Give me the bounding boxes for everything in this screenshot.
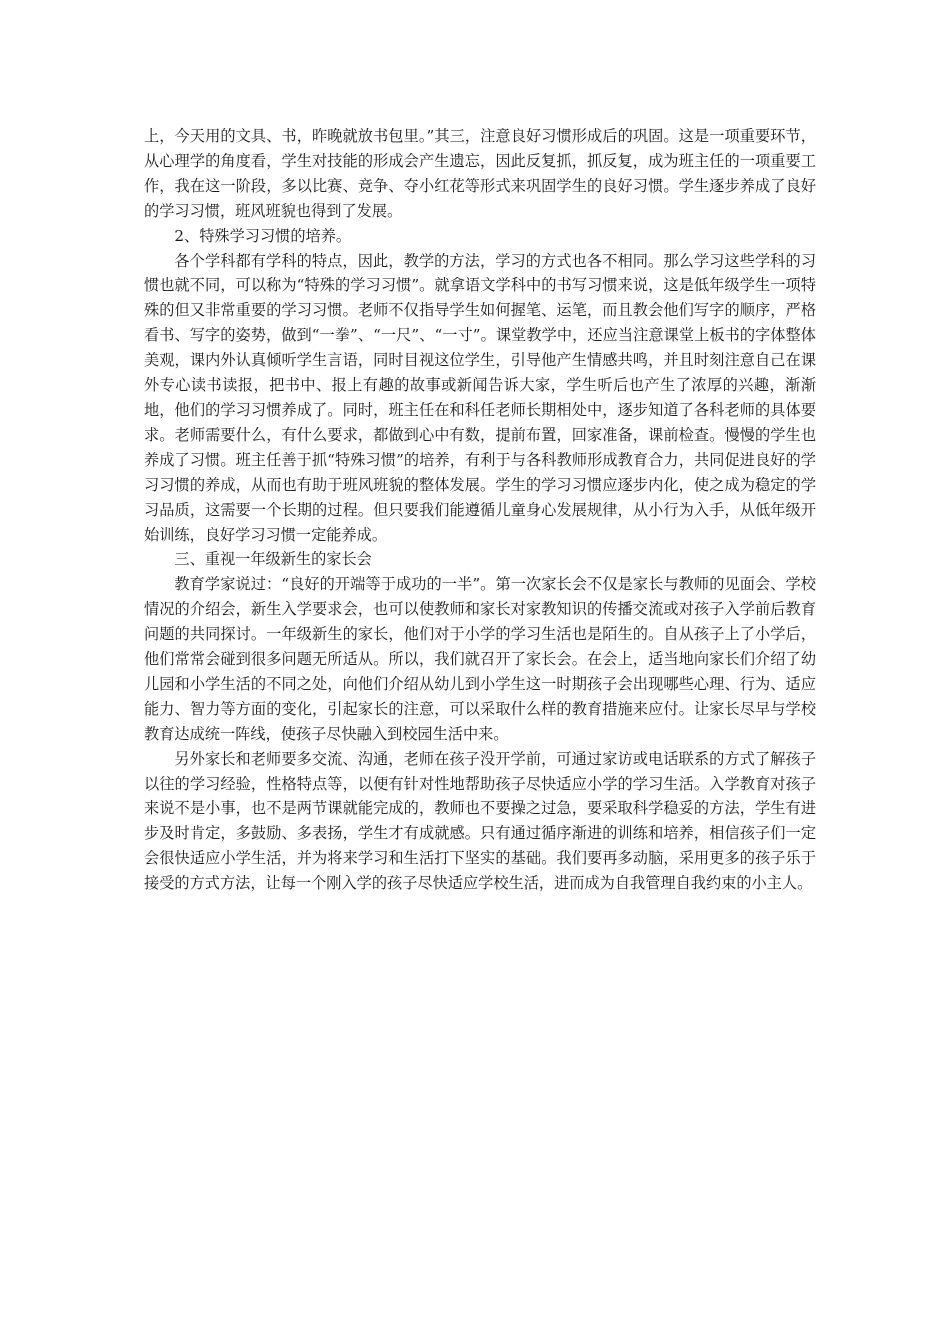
section-heading-parent-meeting: 三、重视一年级新生的家长会 (174, 550, 372, 569)
paragraph-special-habits: 各个学科都有学科的特点，因此，教学的方法，学习的方式也各不相同。那么学习这些学科的习惯也就不同，可以称为“特殊的学习习惯”。就拿语文学科中的书写习惯来说，这是低年级学生一项特殊的但又非常重要的学习习惯。老师不仅指导学生如何握笔、运笔，而且教会他们写字的顺序，严格看书、写字的姿势，做到“一拳”、“一尺”、“一寸”。课堂教学中，还应当注意课堂上板书的字体整体美观，课内外认真倾听学生言语，同时目视这位学生，引导他产生情感共鸣，并且时刻注意自己在课外专心读书读报，把书中、报上有趣的故事或新闻告诉大家，学生听后也产生了浓厚的兴趣，渐渐地，他们的学习习惯养成了。同时，班主任在和科任老师长期相处中，逐步知道了各科老师的具体要求。老师需要什么，有什么要求，都做到心中有数，提前布置，回家准备，课前检查。慢慢的学生也养成了习惯。班主任善于抓“特殊习惯”的培养，有利于与各科教师形成教育合力，共同促进良好的学习习惯的养成，从而也有助于班风班貌的整体发展。学生的学习习惯应逐步内化，使之成为稳定的学习品质，这需要一个长期的过程。但只要我们能遵循儿童身心发展规律，从小行为入手，从低年级开始训练，良好学习习惯一定能养成。 (144, 251, 816, 544)
document-page (144, 124, 816, 896)
paragraph-parent-meeting: 教育学家说过：“良好的开端等于成功的一半”。第一次家长会不仅是家长与教师的见面会、学校情况的介绍会，新生入学要求会，也可以使教师和家长对家教知识的传播交流或对孩子入学前后教育问题的共同探讨。一年级新生的家长，他们对于小学的学习生活也是陌生的。自从孩子上了小学后，他们常常会碰到很多问题无所适从。所以，我们就召开了家长会。在会上，适当地向家长们介绍了幼儿园和小学生活的不同之处，向他们介绍从幼儿到小学生这一时期孩子会出现哪些心理、行为、适应能力、智力等方面的变化，引起家长的注意，可以采取什么样的教育措施来应付。让家长尽早与学校教育达成统一阵线，使孩子尽快融入到校园生活中来。 (144, 575, 816, 743)
paragraph-communication: 另外家长和老师要多交流、沟通，老师在孩子没开学前，可通过家访或电话联系的方式了解孩子以往的学习经验，性格特点等，以便有针对性地帮助孩子尽快适应小学的学习生活。入学教育对孩子来说不是小事，也不是两节课就能完成的，教师也不要操之过急，要采取科学稳妥的方法，学生有进步及时肯定，多鼓励、多表扬，学生才有成就感。只有通过循序渐进的训练和培养，相信孩子们一定会很快适应小学生活，并为将来学习和生活打下坚实的基础。我们要再多动脑，采用更多的孩子乐于接受的方式方法，让每一个刚入学的孩子尽快适应学校生活，进而成为自我管理自我约束的小主人。 (144, 749, 816, 893)
section-heading-special-habits: 2、特殊学习习惯的培养。 (174, 226, 352, 245)
paragraph-continuation: 上，今天用的文具、书，昨晚就放书包里。”其三，注意良好习惯形成后的巩固。这是一项重要环节，从心理学的角度看，学生对技能的形成会产生遗忘，因此反复抓，抓反复，成为班主任的一项重要工作，我在这一阶段，多以比赛、竞争、夺小红花等形式来巩固学生的良好习惯。学生逐步养成了良好的学习习惯，班风班貌也得到了发展。 (144, 127, 816, 220)
